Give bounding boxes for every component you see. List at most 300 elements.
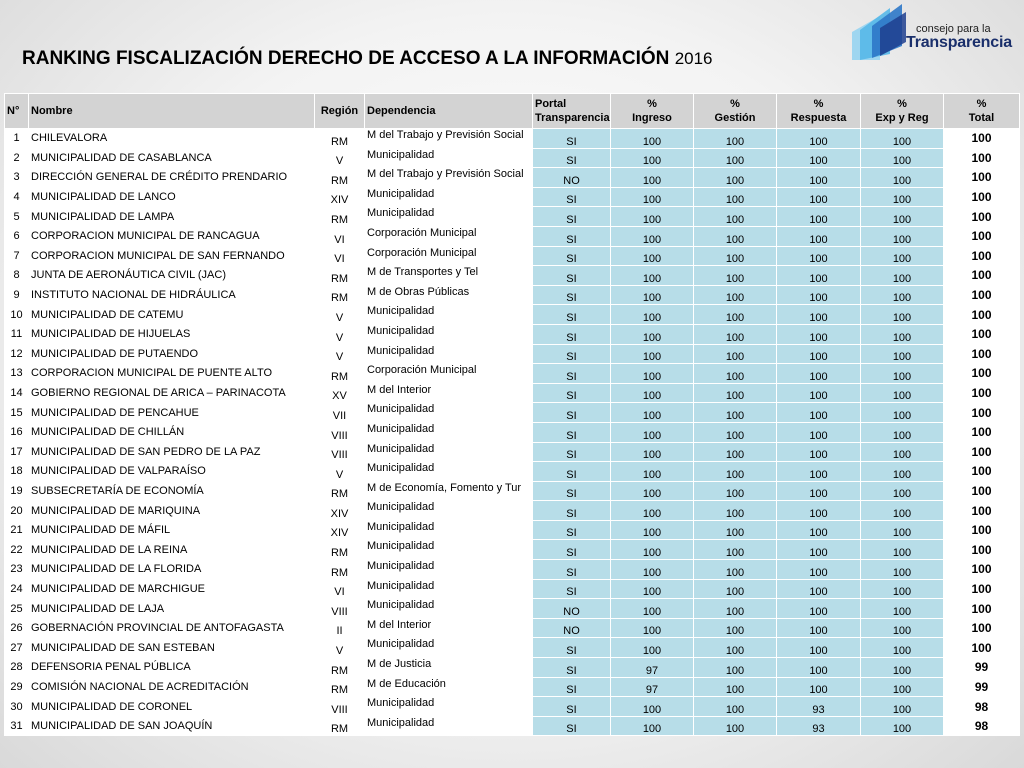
cell-portal: SI	[533, 638, 611, 658]
cell-nombre: INSTITUTO NACIONAL DE HIDRÁULICA	[29, 285, 315, 305]
cell-portal: SI	[533, 129, 611, 149]
cell-portal: SI	[533, 442, 611, 462]
table-row	[5, 442, 1020, 462]
cell-exp-reg: 100	[861, 285, 944, 305]
cell-respuesta: 100	[777, 618, 861, 638]
cell-exp-reg: 100	[861, 638, 944, 658]
cell-exp-reg: 100	[861, 364, 944, 384]
cell-nombre: MUNICIPALIDAD DE MÁFIL	[29, 520, 315, 540]
cell-nombre: MUNICIPALIDAD DE CORONEL	[29, 697, 315, 717]
cell-portal: SI	[533, 364, 611, 384]
cell-exp-reg: 100	[861, 579, 944, 599]
cell-dependencia: Municipalidad	[365, 344, 533, 364]
header-total-line1: %	[976, 98, 987, 110]
cell-region: RM	[315, 168, 365, 188]
cell-ingreso: 100	[611, 540, 694, 560]
cell-gestion: 100	[694, 422, 777, 442]
cell-rank: 23	[5, 560, 29, 580]
table-row	[5, 677, 1020, 697]
cell-exp-reg: 100	[861, 501, 944, 521]
table-row	[5, 226, 1020, 246]
cell-total: 99	[944, 658, 1020, 678]
header-gestion-line2: Gestión	[714, 112, 756, 124]
table-row	[5, 638, 1020, 658]
cell-region: RM	[315, 716, 365, 736]
cell-exp-reg: 100	[861, 716, 944, 736]
cell-ingreso: 100	[611, 618, 694, 638]
cell-gestion: 100	[694, 677, 777, 697]
cell-ingreso: 100	[611, 599, 694, 619]
cell-total: 100	[944, 246, 1020, 266]
cell-exp-reg: 100	[861, 383, 944, 403]
cell-total: 100	[944, 638, 1020, 658]
cell-ingreso: 100	[611, 501, 694, 521]
cell-total: 100	[944, 422, 1020, 442]
table-row	[5, 324, 1020, 344]
cell-ingreso: 100	[611, 207, 694, 227]
cell-total: 100	[944, 560, 1020, 580]
cell-gestion: 100	[694, 403, 777, 423]
cell-ingreso: 100	[611, 168, 694, 188]
table-row	[5, 560, 1020, 580]
header-ingreso	[611, 94, 694, 129]
cell-gestion: 100	[694, 560, 777, 580]
cell-rank: 10	[5, 305, 29, 325]
cell-dependencia: Municipalidad	[365, 540, 533, 560]
cell-portal: SI	[533, 285, 611, 305]
cell-region: VIII	[315, 599, 365, 619]
cell-nombre: CHILEVALORA	[29, 129, 315, 149]
header-ingreso-line2: Ingreso	[632, 112, 672, 124]
cell-portal: SI	[533, 148, 611, 168]
cell-rank: 21	[5, 520, 29, 540]
cell-region: RM	[315, 364, 365, 384]
cell-total: 100	[944, 442, 1020, 462]
cell-ingreso: 100	[611, 422, 694, 442]
cell-dependencia: M del Interior	[365, 618, 533, 638]
cell-nombre: MUNICIPALIDAD DE PUTAENDO	[29, 344, 315, 364]
cell-region: V	[315, 148, 365, 168]
cell-portal: SI	[533, 520, 611, 540]
cell-exp-reg: 100	[861, 560, 944, 580]
table-row	[5, 129, 1020, 149]
cell-region: RM	[315, 285, 365, 305]
cell-rank: 18	[5, 462, 29, 482]
cell-gestion: 100	[694, 148, 777, 168]
cell-ingreso: 97	[611, 658, 694, 678]
cell-rank: 1	[5, 129, 29, 149]
cell-dependencia: M de Economía, Fomento y Tur	[365, 481, 533, 501]
cell-dependencia: Municipalidad	[365, 207, 533, 227]
cell-region: VIII	[315, 442, 365, 462]
cell-dependencia: Municipalidad	[365, 305, 533, 325]
cell-dependencia: M del Interior	[365, 383, 533, 403]
cell-nombre: MUNICIPALIDAD DE CATEMU	[29, 305, 315, 325]
cell-portal: SI	[533, 266, 611, 286]
cell-gestion: 100	[694, 618, 777, 638]
cell-rank: 29	[5, 677, 29, 697]
cell-total: 100	[944, 403, 1020, 423]
cell-nombre: JUNTA DE AERONÁUTICA CIVIL (JAC)	[29, 266, 315, 286]
header-total	[944, 94, 1020, 129]
cell-dependencia: M de Obras Públicas	[365, 285, 533, 305]
cell-total: 100	[944, 540, 1020, 560]
cell-rank: 28	[5, 658, 29, 678]
header-exp-line2: Exp y Reg	[875, 112, 929, 124]
cell-region: VI	[315, 246, 365, 266]
cell-respuesta: 100	[777, 266, 861, 286]
cell-portal: SI	[533, 481, 611, 501]
cell-nombre: MUNICIPALIDAD DE CASABLANCA	[29, 148, 315, 168]
cell-exp-reg: 100	[861, 148, 944, 168]
cell-region: V	[315, 462, 365, 482]
cell-portal: SI	[533, 658, 611, 678]
cell-ingreso: 100	[611, 148, 694, 168]
cell-dependencia: Municipalidad	[365, 520, 533, 540]
cell-nombre: SUBSECRETARÍA DE ECONOMÍA	[29, 481, 315, 501]
table-row	[5, 305, 1020, 325]
cell-gestion: 100	[694, 187, 777, 207]
cell-dependencia: Municipalidad	[365, 422, 533, 442]
cell-dependencia: Municipalidad	[365, 560, 533, 580]
cell-rank: 12	[5, 344, 29, 364]
cell-dependencia: Municipalidad	[365, 187, 533, 207]
cell-rank: 9	[5, 285, 29, 305]
cell-nombre: MUNICIPALIDAD DE LAMPA	[29, 207, 315, 227]
cell-total: 100	[944, 305, 1020, 325]
cell-ingreso: 100	[611, 226, 694, 246]
cell-exp-reg: 100	[861, 129, 944, 149]
table-row	[5, 716, 1020, 736]
cell-dependencia: M de Educación	[365, 677, 533, 697]
cell-ingreso: 100	[611, 481, 694, 501]
cell-total: 100	[944, 364, 1020, 384]
cell-respuesta: 100	[777, 246, 861, 266]
cell-dependencia: Municipalidad	[365, 638, 533, 658]
header-gestion	[694, 94, 777, 129]
cell-region: RM	[315, 540, 365, 560]
cell-respuesta: 100	[777, 540, 861, 560]
cell-portal: SI	[533, 462, 611, 482]
header-portal-line2: Transparencia	[535, 112, 610, 124]
cell-portal: SI	[533, 344, 611, 364]
cell-exp-reg: 100	[861, 658, 944, 678]
table-row	[5, 266, 1020, 286]
cell-respuesta: 100	[777, 403, 861, 423]
logo-big-text: Transparencia	[906, 34, 1012, 51]
cell-gestion: 100	[694, 658, 777, 678]
cell-total: 100	[944, 618, 1020, 638]
cell-nombre: MUNICIPALIDAD DE LAJA	[29, 599, 315, 619]
cell-nombre: GOBIERNO REGIONAL DE ARICA – PARINACOTA	[29, 383, 315, 403]
header-row	[5, 94, 1020, 129]
cell-rank: 2	[5, 148, 29, 168]
cell-exp-reg: 100	[861, 442, 944, 462]
header-portal-line1: Portal	[535, 98, 567, 110]
cell-total: 100	[944, 383, 1020, 403]
cell-dependencia: M de Justicia	[365, 658, 533, 678]
cell-total: 100	[944, 324, 1020, 344]
cell-portal: NO	[533, 168, 611, 188]
cell-ingreso: 100	[611, 579, 694, 599]
cell-exp-reg: 100	[861, 226, 944, 246]
table-row	[5, 403, 1020, 423]
consejo-transparencia-logo	[850, 2, 1020, 64]
cell-exp-reg: 100	[861, 344, 944, 364]
cell-gestion: 100	[694, 305, 777, 325]
cell-nombre: MUNICIPALIDAD DE SAN ESTEBAN	[29, 638, 315, 658]
cell-exp-reg: 100	[861, 462, 944, 482]
cell-portal: SI	[533, 226, 611, 246]
table-row	[5, 383, 1020, 403]
cell-ingreso: 100	[611, 129, 694, 149]
cell-rank: 16	[5, 422, 29, 442]
table-row	[5, 697, 1020, 717]
cell-gestion: 100	[694, 697, 777, 717]
cell-rank: 30	[5, 697, 29, 717]
cell-portal: SI	[533, 579, 611, 599]
cell-region: II	[315, 618, 365, 638]
cell-nombre: MUNICIPALIDAD DE SAN JOAQUÍN	[29, 716, 315, 736]
table-row	[5, 422, 1020, 442]
table-row	[5, 579, 1020, 599]
cell-rank: 31	[5, 716, 29, 736]
cell-exp-reg: 100	[861, 422, 944, 442]
cell-rank: 13	[5, 364, 29, 384]
cell-respuesta: 100	[777, 383, 861, 403]
cell-portal: SI	[533, 697, 611, 717]
cell-rank: 17	[5, 442, 29, 462]
cell-portal: SI	[533, 324, 611, 344]
cell-respuesta: 100	[777, 148, 861, 168]
header-respuesta-line2: Respuesta	[790, 112, 847, 124]
cell-total: 100	[944, 266, 1020, 286]
table-row	[5, 599, 1020, 619]
cell-gestion: 100	[694, 168, 777, 188]
page-title	[22, 48, 713, 70]
title-main: RANKING FISCALIZACIÓN DERECHO DE ACCESO A LA INFORMACIÓN	[22, 48, 670, 69]
table-row	[5, 462, 1020, 482]
cell-region: RM	[315, 481, 365, 501]
cell-respuesta: 100	[777, 168, 861, 188]
cell-dependencia: Municipalidad	[365, 442, 533, 462]
cell-rank: 14	[5, 383, 29, 403]
table-row	[5, 207, 1020, 227]
cell-respuesta: 100	[777, 462, 861, 482]
cell-gestion: 100	[694, 207, 777, 227]
table-row	[5, 364, 1020, 384]
table-row	[5, 618, 1020, 638]
cell-ingreso: 100	[611, 560, 694, 580]
cell-respuesta: 100	[777, 579, 861, 599]
cell-exp-reg: 100	[861, 305, 944, 325]
cell-ingreso: 100	[611, 246, 694, 266]
cell-rank: 4	[5, 187, 29, 207]
cell-exp-reg: 100	[861, 207, 944, 227]
cell-gestion: 100	[694, 246, 777, 266]
header-respuesta	[777, 94, 861, 129]
cell-region: V	[315, 305, 365, 325]
cell-gestion: 100	[694, 579, 777, 599]
cell-total: 100	[944, 462, 1020, 482]
cell-exp-reg: 100	[861, 697, 944, 717]
cell-nombre: MUNICIPALIDAD DE MARIQUINA	[29, 501, 315, 521]
cell-total: 100	[944, 579, 1020, 599]
cell-ingreso: 100	[611, 638, 694, 658]
cell-nombre: MUNICIPALIDAD DE LA FLORIDA	[29, 560, 315, 580]
cell-respuesta: 100	[777, 305, 861, 325]
cell-gestion: 100	[694, 716, 777, 736]
cell-nombre: DEFENSORIA PENAL PÚBLICA	[29, 658, 315, 678]
cell-respuesta: 93	[777, 716, 861, 736]
cell-region: VIII	[315, 422, 365, 442]
cell-region: RM	[315, 677, 365, 697]
cell-region: XV	[315, 383, 365, 403]
cell-dependencia: Municipalidad	[365, 324, 533, 344]
cell-region: V	[315, 324, 365, 344]
cell-respuesta: 100	[777, 520, 861, 540]
cell-ingreso: 100	[611, 266, 694, 286]
cell-rank: 19	[5, 481, 29, 501]
cell-ingreso: 100	[611, 187, 694, 207]
cell-nombre: MUNICIPALIDAD DE VALPARAÍSO	[29, 462, 315, 482]
cell-ingreso: 97	[611, 677, 694, 697]
cell-portal: SI	[533, 677, 611, 697]
cell-exp-reg: 100	[861, 540, 944, 560]
cell-dependencia: Corporación Municipal	[365, 364, 533, 384]
table-row	[5, 168, 1020, 188]
cell-region: RM	[315, 207, 365, 227]
cell-nombre: COMISIÓN NACIONAL DE ACREDITACIÓN	[29, 677, 315, 697]
logo-small-text: consejo para la	[916, 23, 991, 35]
cell-dependencia: Corporación Municipal	[365, 246, 533, 266]
cell-ingreso: 100	[611, 285, 694, 305]
cell-respuesta: 100	[777, 364, 861, 384]
cell-nombre: MUNICIPALIDAD DE PENCAHUE	[29, 403, 315, 423]
header-dependencia: Dependencia	[365, 94, 533, 129]
cell-respuesta: 100	[777, 324, 861, 344]
cell-ingreso: 100	[611, 520, 694, 540]
table-row	[5, 187, 1020, 207]
cell-gestion: 100	[694, 285, 777, 305]
cell-region: VIII	[315, 697, 365, 717]
header-exp-reg	[861, 94, 944, 129]
header-exp-line1: %	[897, 98, 907, 110]
cell-rank: 11	[5, 324, 29, 344]
cell-exp-reg: 100	[861, 187, 944, 207]
cell-exp-reg: 100	[861, 168, 944, 188]
cell-portal: SI	[533, 501, 611, 521]
cell-exp-reg: 100	[861, 324, 944, 344]
ranking-table-body	[5, 129, 1020, 736]
cell-ingreso: 100	[611, 716, 694, 736]
cell-region: RM	[315, 129, 365, 149]
header-n: N°	[5, 94, 29, 129]
cell-exp-reg: 100	[861, 520, 944, 540]
table-row	[5, 481, 1020, 501]
table-row	[5, 658, 1020, 678]
header-portal	[533, 94, 611, 129]
cell-respuesta: 100	[777, 422, 861, 442]
cell-rank: 20	[5, 501, 29, 521]
cell-gestion: 100	[694, 383, 777, 403]
cell-portal: SI	[533, 305, 611, 325]
cell-exp-reg: 100	[861, 677, 944, 697]
cell-respuesta: 100	[777, 481, 861, 501]
cell-nombre: MUNICIPALIDAD DE SAN PEDRO DE LA PAZ	[29, 442, 315, 462]
ranking-table	[4, 93, 1020, 736]
cell-respuesta: 100	[777, 658, 861, 678]
cell-total: 100	[944, 148, 1020, 168]
cell-total: 100	[944, 599, 1020, 619]
cell-total: 100	[944, 207, 1020, 227]
cell-rank: 7	[5, 246, 29, 266]
cell-exp-reg: 100	[861, 618, 944, 638]
cell-region: RM	[315, 658, 365, 678]
cell-gestion: 100	[694, 599, 777, 619]
cell-rank: 26	[5, 618, 29, 638]
cell-respuesta: 93	[777, 697, 861, 717]
cell-respuesta: 100	[777, 207, 861, 227]
cell-dependencia: M de Transportes y Tel	[365, 266, 533, 286]
cell-dependencia: M del Trabajo y Previsión Social	[365, 168, 533, 188]
cell-dependencia: Municipalidad	[365, 716, 533, 736]
cell-portal: SI	[533, 207, 611, 227]
table-row	[5, 285, 1020, 305]
cell-rank: 27	[5, 638, 29, 658]
cell-rank: 25	[5, 599, 29, 619]
cell-respuesta: 100	[777, 129, 861, 149]
cell-respuesta: 100	[777, 226, 861, 246]
cell-gestion: 100	[694, 481, 777, 501]
cell-region: RM	[315, 266, 365, 286]
cell-nombre: MUNICIPALIDAD DE HIJUELAS	[29, 324, 315, 344]
cell-region: V	[315, 344, 365, 364]
cell-nombre: CORPORACION MUNICIPAL DE RANCAGUA	[29, 226, 315, 246]
cell-exp-reg: 100	[861, 266, 944, 286]
cell-nombre: MUNICIPALIDAD DE CHILLÁN	[29, 422, 315, 442]
cell-exp-reg: 100	[861, 246, 944, 266]
cell-nombre: GOBERNACIÓN PROVINCIAL DE ANTOFAGASTA	[29, 618, 315, 638]
cell-portal: NO	[533, 599, 611, 619]
cell-gestion: 100	[694, 442, 777, 462]
cell-rank: 3	[5, 168, 29, 188]
table-row	[5, 246, 1020, 266]
cell-gestion: 100	[694, 226, 777, 246]
cell-total: 99	[944, 677, 1020, 697]
cell-total: 100	[944, 129, 1020, 149]
header-gestion-line1: %	[730, 98, 740, 110]
cell-region: V	[315, 638, 365, 658]
cell-total: 100	[944, 226, 1020, 246]
cell-gestion: 100	[694, 344, 777, 364]
cell-gestion: 100	[694, 540, 777, 560]
cell-nombre: MUNICIPALIDAD DE MARCHIGUE	[29, 579, 315, 599]
table-row	[5, 520, 1020, 540]
cell-dependencia: Municipalidad	[365, 148, 533, 168]
table-row	[5, 148, 1020, 168]
cell-respuesta: 100	[777, 638, 861, 658]
cell-ingreso: 100	[611, 442, 694, 462]
cell-gestion: 100	[694, 520, 777, 540]
cell-exp-reg: 100	[861, 599, 944, 619]
cell-gestion: 100	[694, 364, 777, 384]
cell-region: XIV	[315, 187, 365, 207]
header-respuesta-line1: %	[813, 98, 824, 110]
cell-nombre: CORPORACION MUNICIPAL DE SAN FERNANDO	[29, 246, 315, 266]
cell-dependencia: Municipalidad	[365, 403, 533, 423]
table-row	[5, 344, 1020, 364]
